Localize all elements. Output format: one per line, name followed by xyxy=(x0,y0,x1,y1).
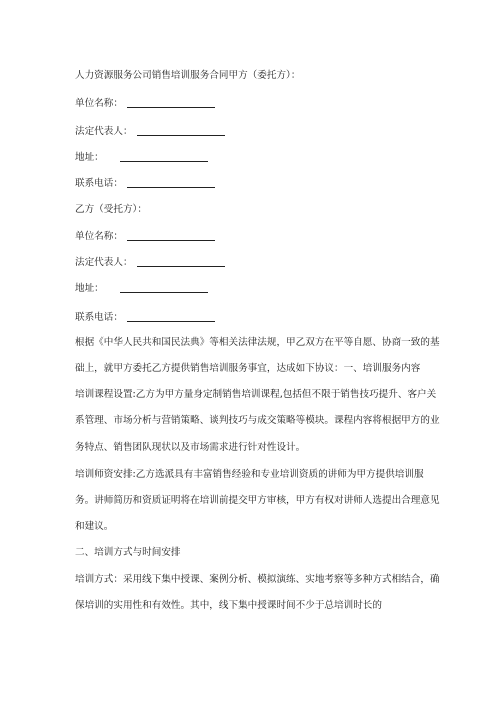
trainer-line: 务。讲师简历和资质证明将在培训前提交甲方审核，甲方有权对讲师人选提出合理意见 xyxy=(75,495,440,506)
section-2-heading: 二、培训方式与时间安排 xyxy=(75,547,181,558)
party-a-phone-label: 联系电话： xyxy=(75,178,123,189)
intro-line: 根据《中华人民共和国民法典》等相关法律法规，甲乙双方在平等自愿、协商一致的基 xyxy=(75,337,440,348)
party-a-rep-blank[interactable] xyxy=(137,125,225,136)
party-a-addr-blank[interactable] xyxy=(120,151,208,162)
course-line: 务特点、销售团队现状以及市场需求进行针对性设计。 xyxy=(75,442,306,453)
party-b-rep-blank[interactable] xyxy=(137,256,225,267)
party-a-name-blank[interactable] xyxy=(127,97,215,108)
party-a-rep-label: 法定代表人： xyxy=(75,126,133,137)
trainer-line: 培训师资安排:乙方选派具有丰富销售经验和专业培训资质的讲师为甲方提供培训服 xyxy=(75,469,424,480)
method-line: 保培训的实用性和有效性。其中，线下集中授课时间不少于总培训时长的 xyxy=(75,600,382,611)
party-b-addr-field xyxy=(75,282,208,296)
party-b-addr-blank[interactable] xyxy=(120,282,208,293)
intro-line: 础上，就甲方委托乙方提供销售培训服务事宜，达成如下协议：一、培训服务内容 xyxy=(75,363,421,374)
party-a-rep-field xyxy=(75,125,225,139)
party-a-name-label: 单位名称： xyxy=(75,98,123,109)
party-a-phone-blank[interactable] xyxy=(127,177,215,188)
course-line: 培训课程设置:乙方为甲方量身定制销售培训课程,包括但不限于销售技巧提升、客户关 xyxy=(75,389,437,400)
trainer-line: 和建议。 xyxy=(75,521,114,532)
course-line: 系管理、市场分析与营销策略、谈判技巧与成交策略等模块。课程内容将根据甲方的业 xyxy=(75,415,440,426)
party-b-phone-label: 联系电话： xyxy=(75,312,123,323)
party-a-addr-label: 地址： xyxy=(75,152,104,163)
contract-title: 人力资源服务公司销售培训服务合同甲方（委托方）： xyxy=(75,70,301,81)
method-line: 培训方式：采用线下集中授课、案例分析、模拟演练、实地考察等多种方式相结合，确 xyxy=(75,574,440,585)
party-a-addr-field xyxy=(75,151,208,165)
party-b-name-blank[interactable] xyxy=(127,230,215,241)
party-b-heading: 乙方（受托方）： xyxy=(75,204,147,215)
party-b-name-field xyxy=(75,230,215,244)
party-b-phone-field xyxy=(75,311,215,325)
party-b-addr-label: 地址： xyxy=(75,283,104,294)
party-b-name-label: 单位名称： xyxy=(75,231,123,242)
party-b-rep-label: 法定代表人： xyxy=(75,257,133,268)
party-a-phone-field xyxy=(75,177,215,191)
party-b-rep-field xyxy=(75,256,225,270)
party-b-phone-blank[interactable] xyxy=(127,311,215,322)
party-a-name-field xyxy=(75,97,215,111)
